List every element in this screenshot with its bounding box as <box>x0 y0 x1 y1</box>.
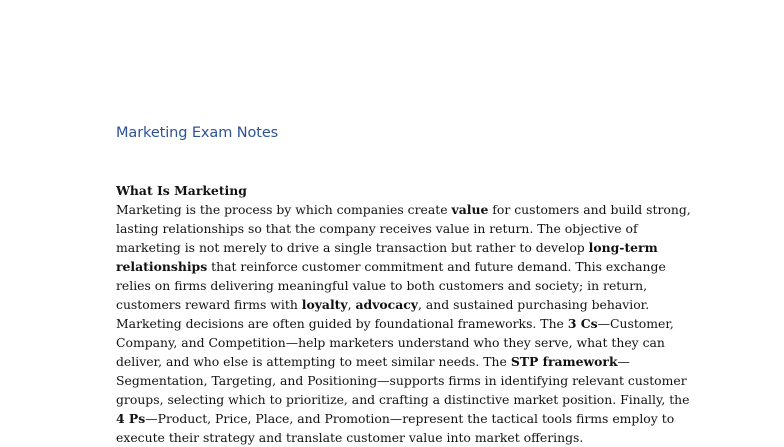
section-body <box>116 200 691 447</box>
body-text-line <box>116 428 676 447</box>
body-text-line <box>116 371 687 390</box>
text-run: lasting relationships so that the company receives value in return. The objective of <box>116 221 638 236</box>
text-run: Segmentation, Targeting, and Positioning—supports firms in identifying relevant customer <box>116 373 687 388</box>
body-text-line <box>116 219 676 238</box>
text-run: , <box>347 297 356 312</box>
body-text-line <box>116 295 676 314</box>
text-run: Company, and Competition—help marketers understand who they serve, what they can <box>116 335 665 350</box>
bold-term: 4 Ps <box>116 411 146 426</box>
bold-term: value <box>451 202 489 217</box>
text-run: groups, selecting which to prioritize, and crafting a distinctive market position. Finally, the <box>116 392 690 407</box>
text-run: that reinforce customer commitment and future demand. This exchange <box>207 259 666 274</box>
text-run: marketing is not merely to drive a single transaction but rather to develop <box>116 240 589 255</box>
text-run: Marketing decisions are often guided by foundational frameworks. The <box>116 316 568 331</box>
body-text-line <box>116 352 676 371</box>
text-run: execute their strategy and translate customer value into market offerings. <box>116 430 584 445</box>
body-text-line <box>116 390 690 409</box>
section-what-is-marketing <box>116 181 691 447</box>
text-run: —Customer, <box>597 316 674 331</box>
body-text-line <box>116 409 676 428</box>
bold-term: relationships <box>116 259 208 274</box>
document-title: Marketing Exam Notes <box>116 125 279 141</box>
body-text-line <box>116 276 676 295</box>
body-text-line <box>116 257 676 276</box>
text-run: — <box>617 354 630 369</box>
text-run: relies on firms delivering meaningful value to both customers and society; in return, <box>116 278 648 293</box>
bold-term: long-term <box>588 240 658 255</box>
body-text-line <box>116 200 691 219</box>
text-run: —Product, Price, Place, and Promotion—represent the tactical tools firms employ to <box>145 411 675 426</box>
text-run: deliver, and who else is attempting to meet similar needs. The <box>116 354 511 369</box>
body-text-line <box>116 238 676 257</box>
bold-term: advocacy <box>355 297 418 312</box>
text-run: , and sustained purchasing behavior. <box>417 297 650 312</box>
text-run: customers reward firms with <box>116 297 302 312</box>
section-heading: What Is Marketing <box>116 183 247 198</box>
body-text-line <box>116 333 676 352</box>
bold-term: loyalty <box>301 297 348 312</box>
text-run: Marketing is the process by which companies create <box>116 202 452 217</box>
bold-term: STP framework <box>510 354 618 369</box>
body-text-line <box>116 314 676 333</box>
text-run: for customers and build strong, <box>488 202 691 217</box>
bold-term: 3 Cs <box>567 316 598 331</box>
